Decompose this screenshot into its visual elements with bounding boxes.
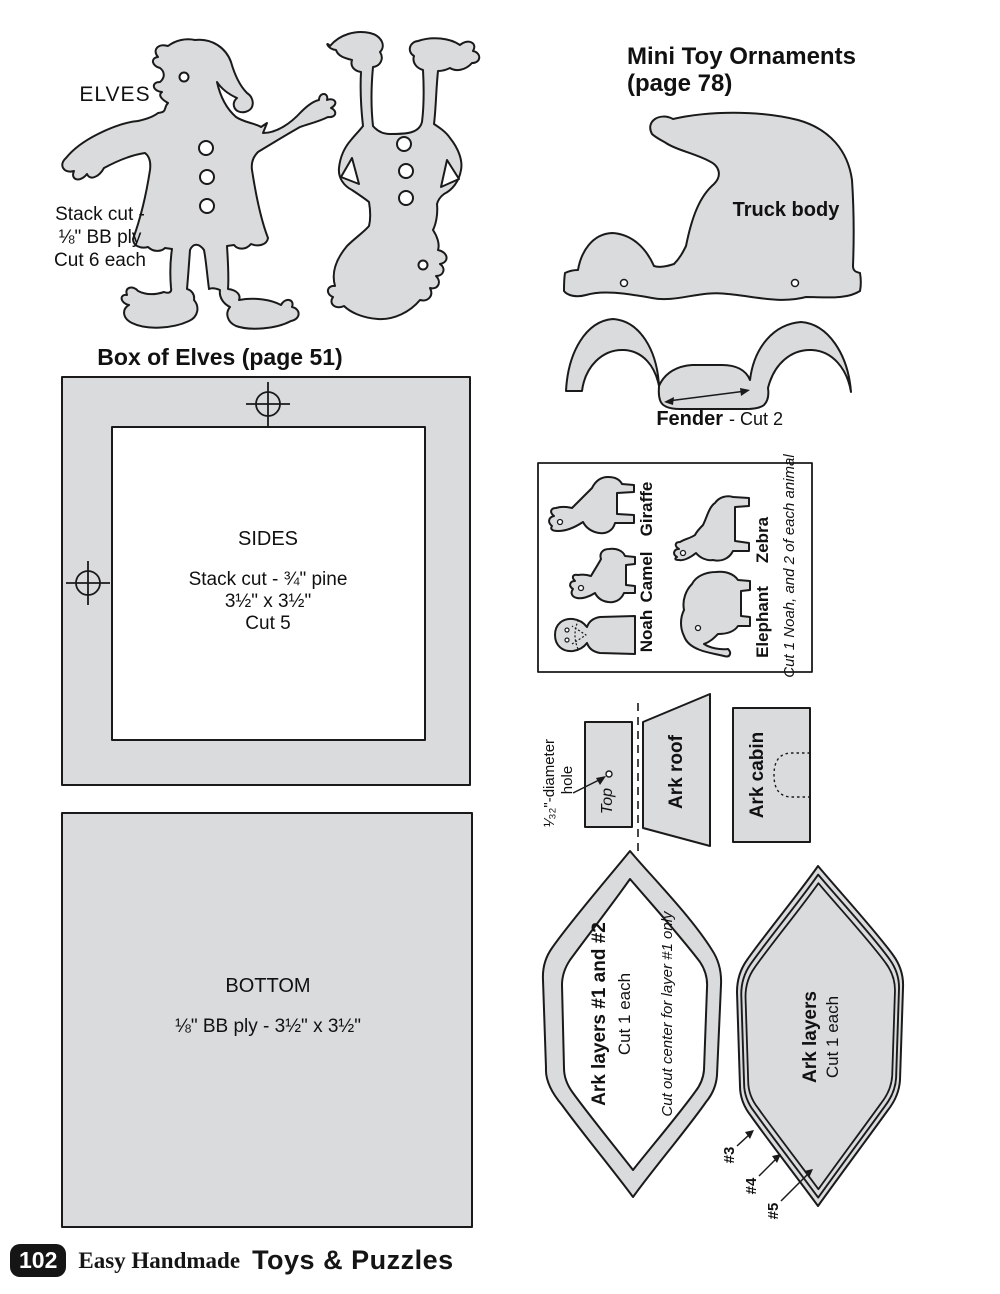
ark-layers345-title: Ark layers [800, 991, 821, 1083]
elves-note-line2: ⅛" BB ply [58, 227, 142, 248]
ark-cabin-label: Ark cabin [747, 731, 768, 819]
ark-layers12-cut: Cut 1 each [615, 972, 634, 1056]
noah-eye-hole [565, 628, 569, 632]
page-footer [10, 1244, 454, 1277]
hole-note-line2: hole [559, 765, 576, 795]
noah-eye-hole [565, 638, 569, 642]
elf-standing-button [200, 170, 214, 184]
ark-top-hole [606, 771, 612, 777]
elves-note-line3: Cut 6 each [54, 250, 146, 271]
layer5-tag: #5 [765, 1202, 782, 1220]
mini-toy-title-line2: (page 78) [627, 70, 733, 97]
truck-axle-hole [792, 280, 799, 287]
elf-inverted-button [397, 137, 411, 151]
hole-note-line1: ¹⁄₃₂"-diameter [541, 738, 558, 828]
bottom-label: BOTTOM [225, 975, 311, 997]
book-title-bold: Toys & Puzzles [252, 1245, 454, 1275]
truck-axle-hole [621, 280, 628, 287]
zebra-hang-hole [681, 551, 686, 556]
giraffe-label: Giraffe [637, 481, 656, 537]
noah-label: Noah [637, 609, 656, 653]
ark-layers345-cut: Cut 1 each [823, 995, 842, 1079]
page-number-badge: 102 [10, 1244, 66, 1277]
elf-inverted-button [399, 164, 413, 178]
layer3-tag: #3 [721, 1146, 738, 1164]
sides-note-line1: Stack cut - ¾" pine [188, 569, 348, 590]
layer4-tag: #4 [743, 1177, 760, 1195]
book-title-serif: Easy Handmade [78, 1247, 241, 1273]
elf-inverted-eye-hole [419, 261, 428, 270]
elf-standing-eye-hole [180, 73, 189, 82]
elf-standing-button [199, 141, 213, 155]
noah-shape [555, 616, 635, 654]
camel-hang-hole [579, 586, 584, 591]
elephant-hang-hole [696, 626, 701, 631]
elves-note-line1: Stack cut - [55, 204, 145, 225]
truck-body-label: Truck body [732, 199, 840, 221]
ark-roof-label: Ark roof [666, 735, 687, 809]
fender-label: Fender [656, 408, 723, 430]
ark-layers12-note: Cut out center for layer #1 only [659, 911, 676, 1117]
sides-note-line2: 3½" x 3½" [224, 591, 312, 612]
camel-label: Camel [637, 551, 656, 603]
giraffe-hang-hole [558, 520, 563, 525]
sides-label: SIDES [237, 528, 299, 550]
animals-note: Cut 1 Noah, and 2 of each animal [781, 454, 798, 678]
ark-top-label: Top [599, 787, 616, 815]
bottom-note: ⅛" BB ply - 3½" x 3½" [174, 1016, 362, 1037]
mini-toy-title-line1: Mini Toy Ornaments [627, 43, 856, 70]
elf-inverted-button [399, 191, 413, 205]
box-of-elves-title: Box of Elves (page 51) [97, 344, 343, 370]
elephant-label: Elephant [753, 586, 772, 658]
elf-standing-button [200, 199, 214, 213]
fender-cut-label: - Cut 2 [729, 409, 784, 429]
zebra-label: Zebra [753, 516, 772, 564]
sides-note-line3: Cut 5 [245, 613, 291, 634]
ark-layers12-title: Ark layers #1 and #2 [589, 922, 610, 1106]
elves-label: ELVES [79, 83, 151, 106]
ark-cabin-shape [733, 708, 810, 842]
